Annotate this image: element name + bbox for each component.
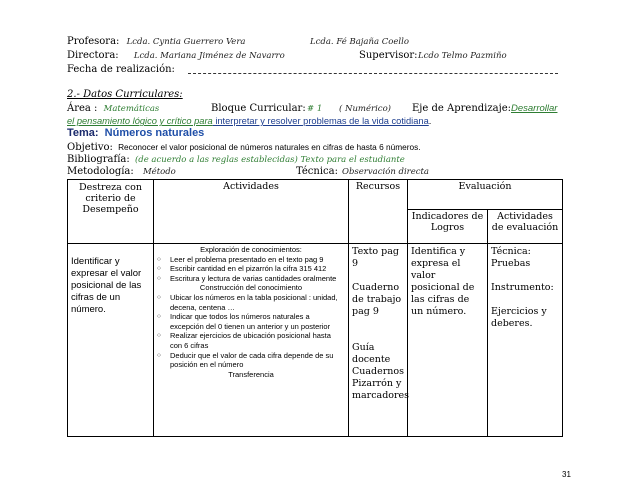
tecnica-value: Observación directa [342, 167, 430, 177]
section-transferencia: Transferencia [228, 369, 274, 379]
tecnica-label: Técnica: [296, 166, 338, 177]
objetivo-value: Reconocer el valor posicional de números naturales en cifras de hasta 6 números. [118, 142, 421, 152]
bibliografia-line [67, 154, 405, 166]
indicadores-header: Indicadores de Logros [408, 210, 488, 244]
profesora-line [67, 36, 409, 48]
list-item: ○ Escritura y lectura de varias cantidades oralmente [157, 274, 345, 284]
area-value: Matemáticas [103, 104, 160, 114]
header-row [68, 180, 563, 210]
objetivo-label: Objetivo: [67, 142, 113, 153]
eje-label: Eje de Aprendizaje: [412, 103, 511, 114]
datos-title-line [67, 89, 183, 101]
fecha-label: Fecha de realización: [67, 64, 175, 75]
bloque-note: ( Numérico) [339, 104, 391, 114]
actividades-cell [154, 244, 349, 437]
area-label: Área : [67, 103, 98, 114]
bibliografia-label: Bibliografía: [67, 154, 130, 165]
tema-label: Tema: [67, 127, 99, 139]
directora-line [67, 50, 507, 62]
eje-continuation-line [67, 115, 431, 127]
evaluacion-header: Evaluación [408, 180, 563, 210]
recursos-header: Recursos [349, 180, 408, 244]
tema-line [67, 127, 204, 140]
eje-value-end: . [428, 116, 432, 126]
page-number: 31 [562, 470, 571, 479]
fecha-line [67, 64, 175, 76]
metodologia-line [67, 166, 430, 178]
supervisor-label: Supervisor: [359, 50, 418, 61]
profesora-label: Profesora: [67, 36, 120, 47]
tema-value: Números naturales [104, 127, 205, 139]
destreza-header: Destreza con criterio de Desempeño [68, 180, 154, 244]
actividades-header: Actividades [154, 180, 349, 244]
datos-section-title: 2.- Datos Curriculares: [67, 89, 183, 100]
exploracion-list [157, 255, 345, 284]
bloque-value: # 1 [307, 104, 323, 114]
supervisor-value: Lcdo Telmo Pazmiño [418, 51, 507, 61]
fecha-dashed-line [188, 73, 558, 74]
metodologia-label: Metodología: [67, 166, 134, 177]
recursos-cell: Texto pag 9 Cuaderno de trabajo pag 9 Guía docente Cuadernos Pizarrón y marcadores [349, 244, 408, 437]
bloque-label: Bloque Curricular: [211, 103, 306, 114]
destreza-cell: Identificar y expresar el valor posicional de las cifras de un número. [68, 244, 154, 437]
section-exploracion: Exploración de conocimientos: [200, 245, 302, 254]
profesora2-value: Lcda. Fé Bajaña Coello [310, 37, 409, 47]
eje-value-rest: interpretar y resolver problemas de la vida cotidiana [212, 116, 429, 126]
list-item: ○ Leer el problema presentado en el texto pag 9 [157, 255, 345, 265]
metodologia-value: Método [142, 167, 176, 177]
bibliografia-value: (de acuerdo a las reglas establecidas) Texto para el estudiante [134, 155, 405, 165]
eje-value-phrase: el pensamiento lógico y crítico para [67, 116, 213, 126]
content-row [68, 244, 563, 437]
indicadores-cell: Identifica y expresa el valor posicional de las cifras de un número. [408, 244, 488, 437]
planning-table [67, 179, 563, 437]
list-item: ○ Ubicar los números en la tabla posicional : unidad, decena, centena … [157, 293, 345, 312]
objetivo-line [67, 141, 421, 154]
construccion-list [157, 293, 345, 370]
directora-label: Directora: [67, 50, 119, 61]
act-eval-header: Actividades de evaluación [488, 210, 563, 244]
directora-value: Lcda. Mariana Jiménez de Navarro [133, 51, 285, 61]
list-item: ○ Indicar que todos los números naturales a excepción del 0 tienen un anterior y un posterior [157, 312, 345, 331]
list-item: ○ Realizar ejercicios de ubicación posicional hasta con 6 cifras [157, 331, 345, 350]
act-eval-cell: Técnica: Pruebas Instrumento: Ejercicios y deberes. [488, 244, 563, 437]
area-line [67, 103, 558, 115]
eje-value-start: Desarrollar [511, 103, 558, 114]
list-item: ○ Escribir cantidad en el pizarrón la cifra 315 412 [157, 264, 345, 274]
section-construccion: Construcción del conocimiento [199, 283, 303, 293]
list-item: ○ Deducir que el valor de cada cifra depende de su posición en el número [157, 351, 345, 370]
profesora-value: Lcda. Cyntia Guerrero Vera [126, 37, 246, 47]
